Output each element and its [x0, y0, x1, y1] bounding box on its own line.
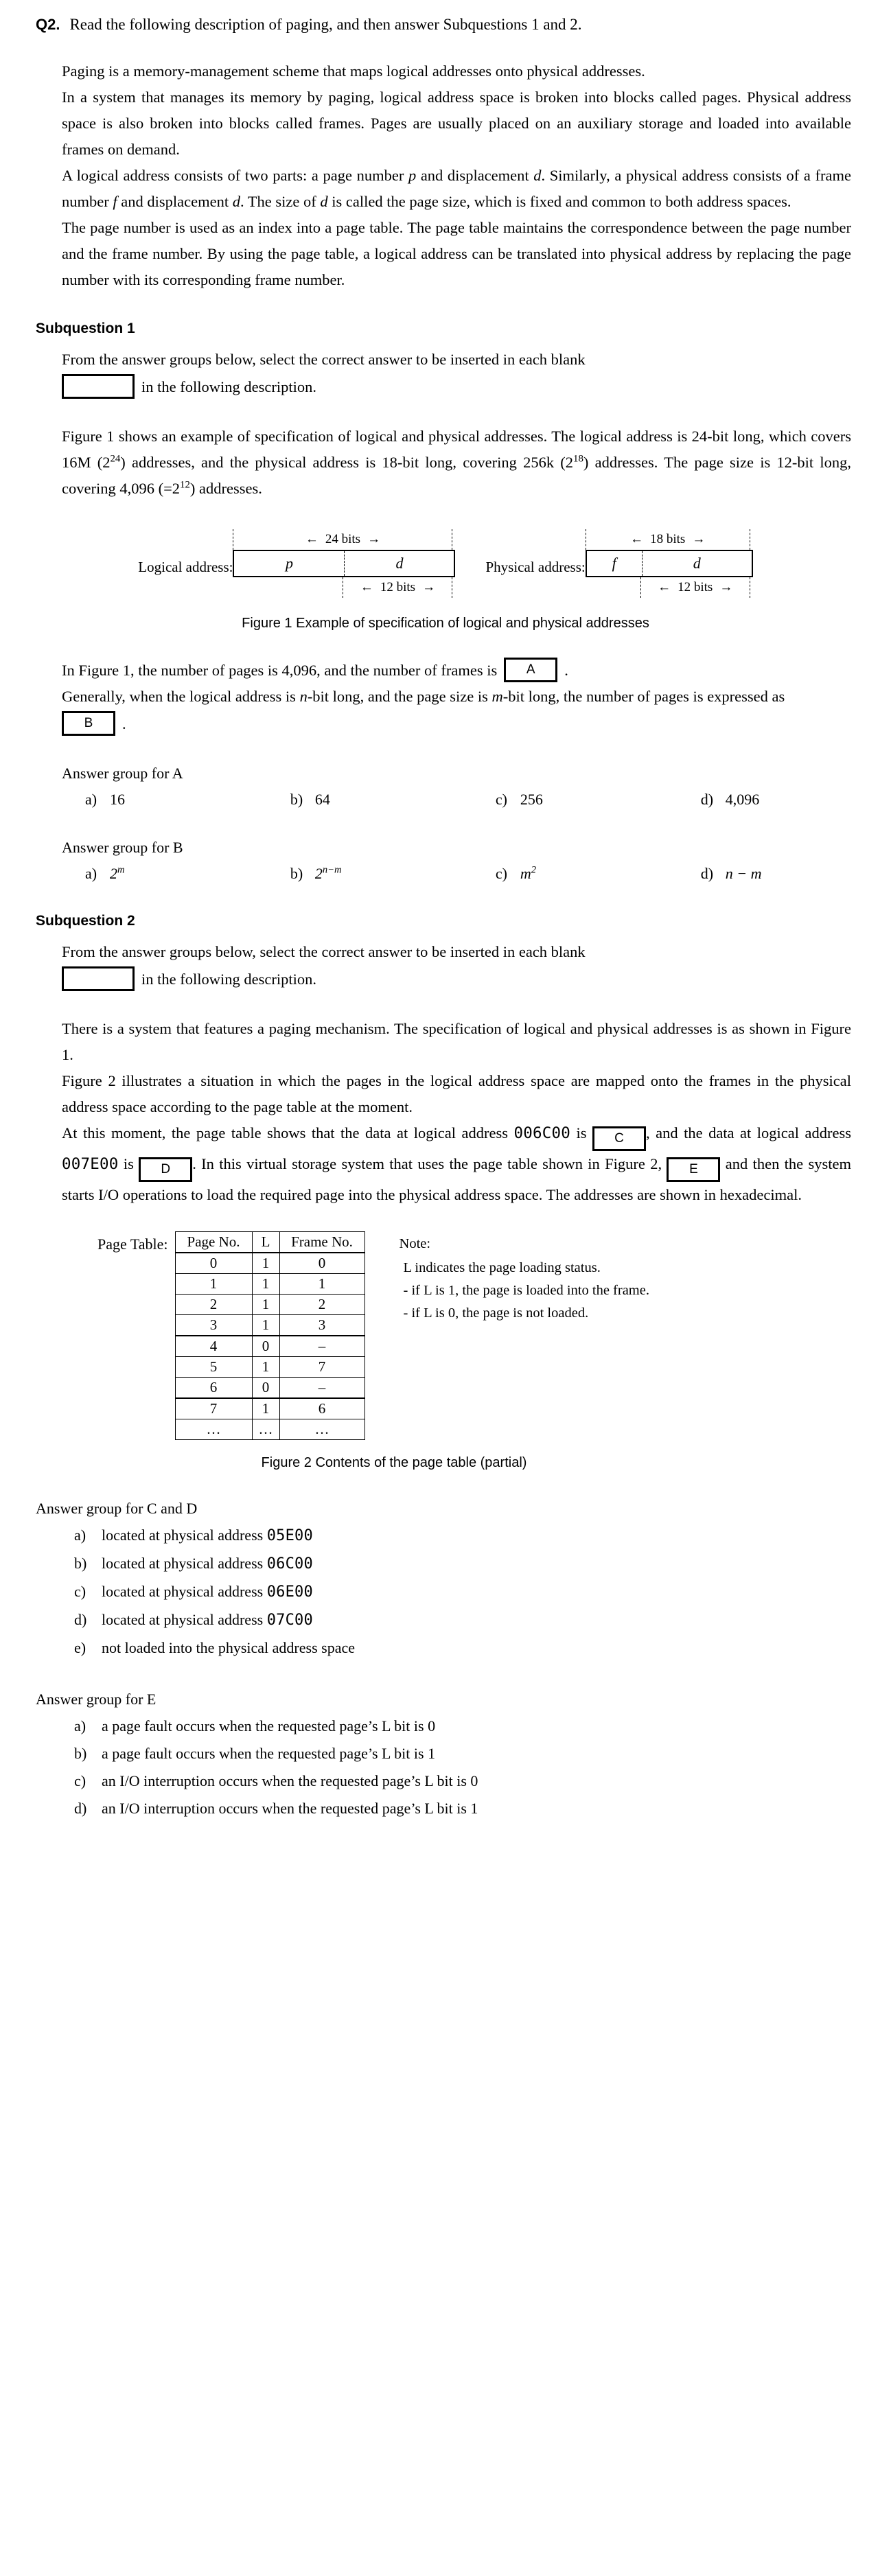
logical-address-box — [233, 550, 455, 577]
blank-A-text-before: In Figure 1, the number of pages is 4,096, and the number of frames is — [62, 661, 498, 679]
option-text-before: located at physical address — [102, 1582, 267, 1600]
cell-frame-no: … — [279, 1419, 364, 1439]
physical-bits-text: 18 bits — [650, 531, 686, 546]
option-c[interactable] — [74, 1578, 855, 1606]
option-key: a) — [85, 790, 97, 808]
option-text-before: located at physical address — [102, 1610, 267, 1628]
physical-sub-span-label — [640, 577, 750, 598]
var-n: n — [299, 687, 308, 705]
physical-address-box — [586, 550, 753, 577]
cell-frame-no: 7 — [279, 1356, 364, 1377]
physical-field-f: f — [612, 554, 616, 572]
arrow-right-icon: → — [422, 579, 436, 594]
cell-frame-no: 0 — [279, 1253, 364, 1274]
answer-blank-C[interactable]: C — [592, 1126, 646, 1151]
option-d[interactable] — [74, 1795, 855, 1822]
var-d-3: d — [320, 192, 328, 210]
answer-blank-sq2[interactable] — [62, 966, 135, 991]
answer-group-CD-options — [74, 1522, 855, 1662]
fig1-intro-c: ) addresses. The page size is 12-bit long, covering 4,096 (=2 — [62, 453, 851, 497]
intro-paragraph-4: The page number is used as an index into a page table. The page table maintains the correspondence between the page number and the frame number. By using the page table, a logical address can be translated into physical address by replacing the page number with its corresponding frame number. — [62, 218, 851, 288]
p3-seg-b: and displacement — [416, 166, 534, 184]
option-key: d) — [700, 790, 714, 808]
page-table-body — [175, 1253, 364, 1440]
option-text: a page fault occurs when the requested page’s L bit is 1 — [102, 1744, 436, 1762]
option-key: a) — [74, 1526, 86, 1544]
column-header-l: L — [252, 1231, 279, 1253]
option-text-before: located at physical address — [102, 1526, 267, 1544]
logical-total-span — [233, 529, 455, 550]
option-a[interactable] — [74, 1522, 855, 1550]
cell-l: 0 — [252, 1377, 279, 1398]
cell-l: 1 — [252, 1253, 279, 1274]
option-value: 256 — [520, 790, 543, 808]
var-d-2: d — [232, 192, 240, 210]
p3-seg-c: . Similarly, a physical address consists of a frame number — [62, 166, 851, 210]
option-base: 2 — [110, 864, 117, 882]
cell-page-no: … — [175, 1419, 252, 1439]
logical-address-label: Logical address: — [138, 558, 233, 575]
cell-frame-no: 2 — [279, 1294, 364, 1314]
option-a[interactable] — [85, 788, 290, 811]
cell-frame-no: – — [279, 1377, 364, 1398]
var-d-1: d — [533, 166, 542, 184]
p3-seg-f: is called the page size, which is fixed and common to both address spaces. — [327, 192, 791, 210]
blank-B-line — [62, 711, 851, 737]
p3-seg-d: and displacement — [117, 192, 233, 210]
sq2-p3-seg-c: , and the data at logical address — [645, 1124, 851, 1141]
table-row — [175, 1377, 364, 1398]
option-key: b) — [74, 1554, 87, 1572]
option-b[interactable] — [290, 862, 496, 885]
option-base: m — [520, 864, 531, 882]
option-exponent: m — [117, 864, 125, 876]
arrow-left-icon: ← — [658, 579, 671, 594]
option-value: 4,096 — [725, 790, 760, 808]
option-d[interactable] — [74, 1606, 855, 1634]
option-key: b) — [290, 790, 303, 808]
sq2-instruction-tail: in the following description. — [141, 970, 316, 988]
option-key: c) — [495, 790, 507, 808]
option-key: d) — [700, 864, 714, 882]
sq1-blanks-block — [62, 658, 851, 737]
option-text: not loaded into the physical address space — [102, 1638, 356, 1656]
cell-l: 1 — [252, 1356, 279, 1377]
blank-B-text-after: . — [122, 715, 126, 732]
option-base: 2 — [314, 864, 323, 882]
arrow-left-icon: ← — [305, 531, 319, 546]
question-number: Q2. — [36, 16, 60, 33]
fig1-intro-b: ) addresses, and the physical address is 18-bit long, covering 256k (2 — [120, 453, 574, 471]
answer-group-B-title: Answer group for B — [62, 838, 183, 856]
logical-sub-span — [233, 577, 455, 598]
answer-group-B-block — [62, 839, 851, 885]
table-row-ellipsis — [175, 1419, 364, 1439]
page-table-head — [175, 1231, 364, 1253]
logical-field-d: d — [344, 551, 454, 576]
option-c[interactable] — [496, 788, 701, 811]
option-c[interactable] — [74, 1767, 855, 1795]
cell-l: 1 — [252, 1314, 279, 1336]
note-line-2: - if L is 1, the page is loaded into the frame. — [403, 1282, 649, 1298]
option-text: an I/O interruption occurs when the requested page’s L bit is 0 — [102, 1772, 478, 1789]
general-seg-b: -bit long, and the page size is — [307, 687, 492, 705]
cell-page-no: 1 — [175, 1273, 252, 1294]
figure2-note — [400, 1231, 649, 1325]
intro-paragraph-2: In a system that manages its memory by paging, logical address space is broken into blocks called pages. Physical address space is also broken into blocks called frames. Pages are usually placed on an auxiliary storage and loaded into available frames on demand. — [62, 88, 851, 158]
physical-sub-span — [586, 577, 753, 598]
logical-field-p: p — [285, 554, 293, 572]
option-text — [102, 1550, 313, 1578]
option-key: b) — [290, 864, 303, 882]
physical-total-span — [586, 529, 753, 550]
option-text — [102, 1522, 313, 1550]
logical-sub-span-spacer — [233, 577, 343, 598]
table-row — [175, 1314, 364, 1336]
p3-seg-a: A logical address consists of two parts: a page number — [62, 166, 408, 184]
arrow-left-icon: ← — [360, 579, 373, 594]
sq2-paragraph-3 — [62, 1120, 851, 1208]
option-text-before: located at physical address — [102, 1554, 267, 1572]
logical-total-span-label — [233, 529, 452, 550]
p3-seg-e: . The size of — [240, 192, 321, 210]
option-exponent: n−m — [322, 864, 342, 876]
answer-group-B-options — [85, 862, 851, 885]
intro-block — [62, 58, 851, 293]
option-address: 07C00 — [266, 1611, 313, 1629]
physical-sub-span-spacer — [586, 577, 640, 598]
option-text: a page fault occurs when the requested page’s L bit is 0 — [102, 1717, 436, 1734]
sq2-paragraph-1: There is a system that features a paging mechanism. The specification of logical and physical addresses is as shown in Figure 1. — [62, 1019, 851, 1063]
subquestion-2-heading: Subquestion 2 — [36, 912, 135, 929]
cell-page-no: 0 — [175, 1253, 252, 1274]
table-row — [175, 1356, 364, 1377]
arrow-right-icon: → — [367, 531, 381, 546]
column-header-frame-no: Frame No. — [279, 1231, 364, 1253]
physical-address-col — [586, 529, 753, 598]
table-row — [175, 1336, 364, 1357]
figure1-caption: Figure 1 Example of specification of logical and physical addresses — [242, 615, 649, 631]
subquestion-1-heading: Subquestion 1 — [36, 320, 135, 336]
cell-frame-no: 3 — [279, 1314, 364, 1336]
arrow-right-icon: → — [692, 531, 706, 546]
var-p: p — [408, 166, 417, 184]
option-e[interactable] — [74, 1634, 855, 1662]
option-b[interactable] — [74, 1740, 855, 1767]
option-text: an I/O interruption occurs when the requested page’s L bit is 1 — [102, 1799, 478, 1817]
option-key: c) — [495, 864, 507, 882]
table-header-row — [175, 1231, 364, 1253]
physical-address-label: Physical address: — [485, 558, 586, 575]
sq2-p3-seg-d: is — [118, 1154, 134, 1172]
table-row — [175, 1273, 364, 1294]
cell-page-no: 7 — [175, 1398, 252, 1419]
cell-frame-no: 6 — [279, 1398, 364, 1419]
logical-address-unit — [138, 529, 455, 598]
option-c[interactable] — [496, 862, 701, 885]
cell-l: 1 — [252, 1294, 279, 1314]
option-value — [520, 862, 536, 885]
cell-page-no: 5 — [175, 1356, 252, 1377]
arrow-left-icon: ← — [630, 531, 644, 546]
sq2-p3-seg-b: is — [570, 1124, 587, 1141]
table-row — [175, 1253, 364, 1274]
cell-l: … — [252, 1419, 279, 1439]
option-text — [102, 1578, 313, 1606]
logical-sub-bits-text: 12 bits — [380, 579, 416, 594]
sup-18: 18 — [573, 453, 583, 465]
option-b[interactable] — [74, 1550, 855, 1578]
note-title: Note: — [399, 1235, 431, 1251]
figure2-diagram — [36, 1231, 855, 1440]
option-key: d) — [74, 1610, 87, 1628]
option-key: c) — [74, 1772, 86, 1789]
cell-frame-no: – — [279, 1336, 364, 1357]
blank-A-text-after: . — [564, 661, 568, 679]
sq2-p3-seg-f: and then the system starts I/O operations to load the required page into the physical address space. The addresses are shown in hexadecimal. — [62, 1154, 852, 1203]
logical-address-2: 007E00 — [62, 1154, 119, 1173]
answer-group-E-options — [74, 1713, 855, 1822]
sq2-p3-seg-a: At this moment, the page table shows that the data at logical address — [62, 1124, 514, 1141]
fig1-intro-d: ) addresses. — [189, 479, 262, 497]
cell-page-no: 3 — [175, 1314, 252, 1336]
table-row — [175, 1294, 364, 1314]
answer-blank-sq1[interactable] — [62, 374, 135, 399]
intro-paragraph-1: Paging is a memory-management scheme that maps logical addresses onto physical addresses. — [62, 62, 645, 80]
cell-frame-no: 1 — [279, 1273, 364, 1294]
option-a[interactable] — [85, 862, 290, 885]
sup-12: 12 — [180, 479, 190, 491]
option-key: a) — [74, 1717, 86, 1734]
column-header-page-no: Page No. — [175, 1231, 252, 1253]
option-text — [102, 1606, 313, 1634]
sq1-instruction-tail: in the following description. — [141, 378, 316, 395]
answer-group-CD-title: Answer group for C and D — [36, 1499, 198, 1517]
blank-A-line — [62, 658, 851, 684]
cell-page-no: 2 — [175, 1294, 252, 1314]
option-key: d) — [74, 1799, 87, 1817]
logical-address-col — [233, 529, 455, 598]
physical-total-span-label — [586, 529, 750, 550]
sq2-paragraph-2: Figure 2 illustrates a situation in which the pages in the logical address space are mapped onto the frames in the physical address space according to the page table at the moment. — [62, 1071, 851, 1115]
question-text: Read the following description of paging, and then answer Subquestions 1 and 2. — [69, 16, 582, 33]
sq1-instruction-line-2 — [62, 374, 851, 400]
option-key: e) — [74, 1638, 86, 1656]
cell-page-no: 6 — [175, 1377, 252, 1398]
note-line-3: - if L is 0, the page is not loaded. — [403, 1305, 589, 1321]
option-key: a) — [85, 864, 97, 882]
option-key: c) — [74, 1582, 86, 1600]
sq1-general-line — [62, 684, 851, 710]
option-value — [110, 862, 124, 885]
note-line-1: L indicates the page loading status. — [403, 1260, 601, 1275]
answer-group-CD-block — [36, 1500, 855, 1662]
physical-field-d: d — [642, 551, 752, 576]
arrow-right-icon: → — [719, 579, 733, 594]
sq1-instruction-line-1: From the answer groups below, select the correct answer to be inserted in each blank — [62, 350, 586, 368]
figure1-diagram — [36, 529, 855, 598]
table-row — [175, 1398, 364, 1419]
option-address: 06E00 — [266, 1583, 313, 1601]
answer-blank-B[interactable]: B — [62, 711, 115, 736]
option-value — [315, 862, 342, 885]
subquestion-2-block — [62, 939, 851, 1208]
logical-bits-text: 24 bits — [325, 531, 361, 546]
sq2-instruction-line-2 — [62, 966, 851, 993]
answer-blank-D[interactable]: D — [139, 1157, 192, 1182]
answer-group-A-block — [62, 765, 851, 811]
answer-group-A-options — [85, 788, 851, 811]
option-value: 16 — [110, 790, 125, 808]
general-seg-a: Generally, when the logical address is — [62, 687, 300, 705]
question-heading — [36, 15, 855, 35]
fig1-intro-a: Figure 1 shows an example of specification of logical and physical addresses. The logical address is 24-bit long, which covers 16M (2 — [62, 427, 851, 471]
option-key: b) — [74, 1744, 87, 1762]
logical-address-1: 006C00 — [513, 1124, 570, 1142]
answer-blank-A[interactable]: A — [504, 658, 557, 682]
general-seg-c: -bit long, the number of pages is expressed as — [502, 687, 785, 705]
figure2-caption: Figure 2 Contents of the page table (partial) — [261, 1454, 527, 1470]
option-value: 64 — [314, 790, 330, 808]
subquestion-1-block — [62, 347, 851, 502]
answer-group-E-block — [36, 1691, 855, 1822]
cell-page-no: 4 — [175, 1336, 252, 1357]
sup-24: 24 — [110, 453, 121, 465]
figure1-intro-paragraph — [62, 423, 851, 502]
cell-l: 1 — [252, 1273, 279, 1294]
option-address: 06C00 — [266, 1555, 313, 1573]
sq2-instruction-line-1: From the answer groups below, select the correct answer to be inserted in each blank — [62, 942, 586, 960]
option-exponent: 2 — [531, 864, 536, 876]
answer-group-E-title: Answer group for E — [36, 1690, 157, 1708]
option-value: n − m — [725, 864, 762, 882]
option-d[interactable] — [701, 862, 851, 885]
option-address: 05E00 — [266, 1527, 313, 1544]
option-b[interactable] — [290, 788, 496, 811]
answer-group-A-title: Answer group for A — [62, 764, 183, 782]
var-f: f — [113, 192, 117, 210]
answer-blank-E[interactable]: E — [667, 1157, 720, 1182]
option-a[interactable] — [74, 1713, 855, 1740]
cell-l: 0 — [252, 1336, 279, 1357]
var-m: m — [491, 687, 503, 705]
physical-address-unit — [485, 529, 752, 598]
logical-sub-span-label — [343, 577, 452, 598]
cell-l: 1 — [252, 1398, 279, 1419]
page-table — [175, 1231, 365, 1440]
page-table-label: Page Table: — [97, 1235, 168, 1253]
intro-paragraph-3 — [62, 163, 851, 215]
physical-sub-bits-text: 12 bits — [678, 579, 713, 594]
option-d[interactable] — [701, 788, 851, 811]
sq2-p3-seg-e: . In this virtual storage system that uses the page table shown in Figure 2, — [192, 1154, 662, 1172]
